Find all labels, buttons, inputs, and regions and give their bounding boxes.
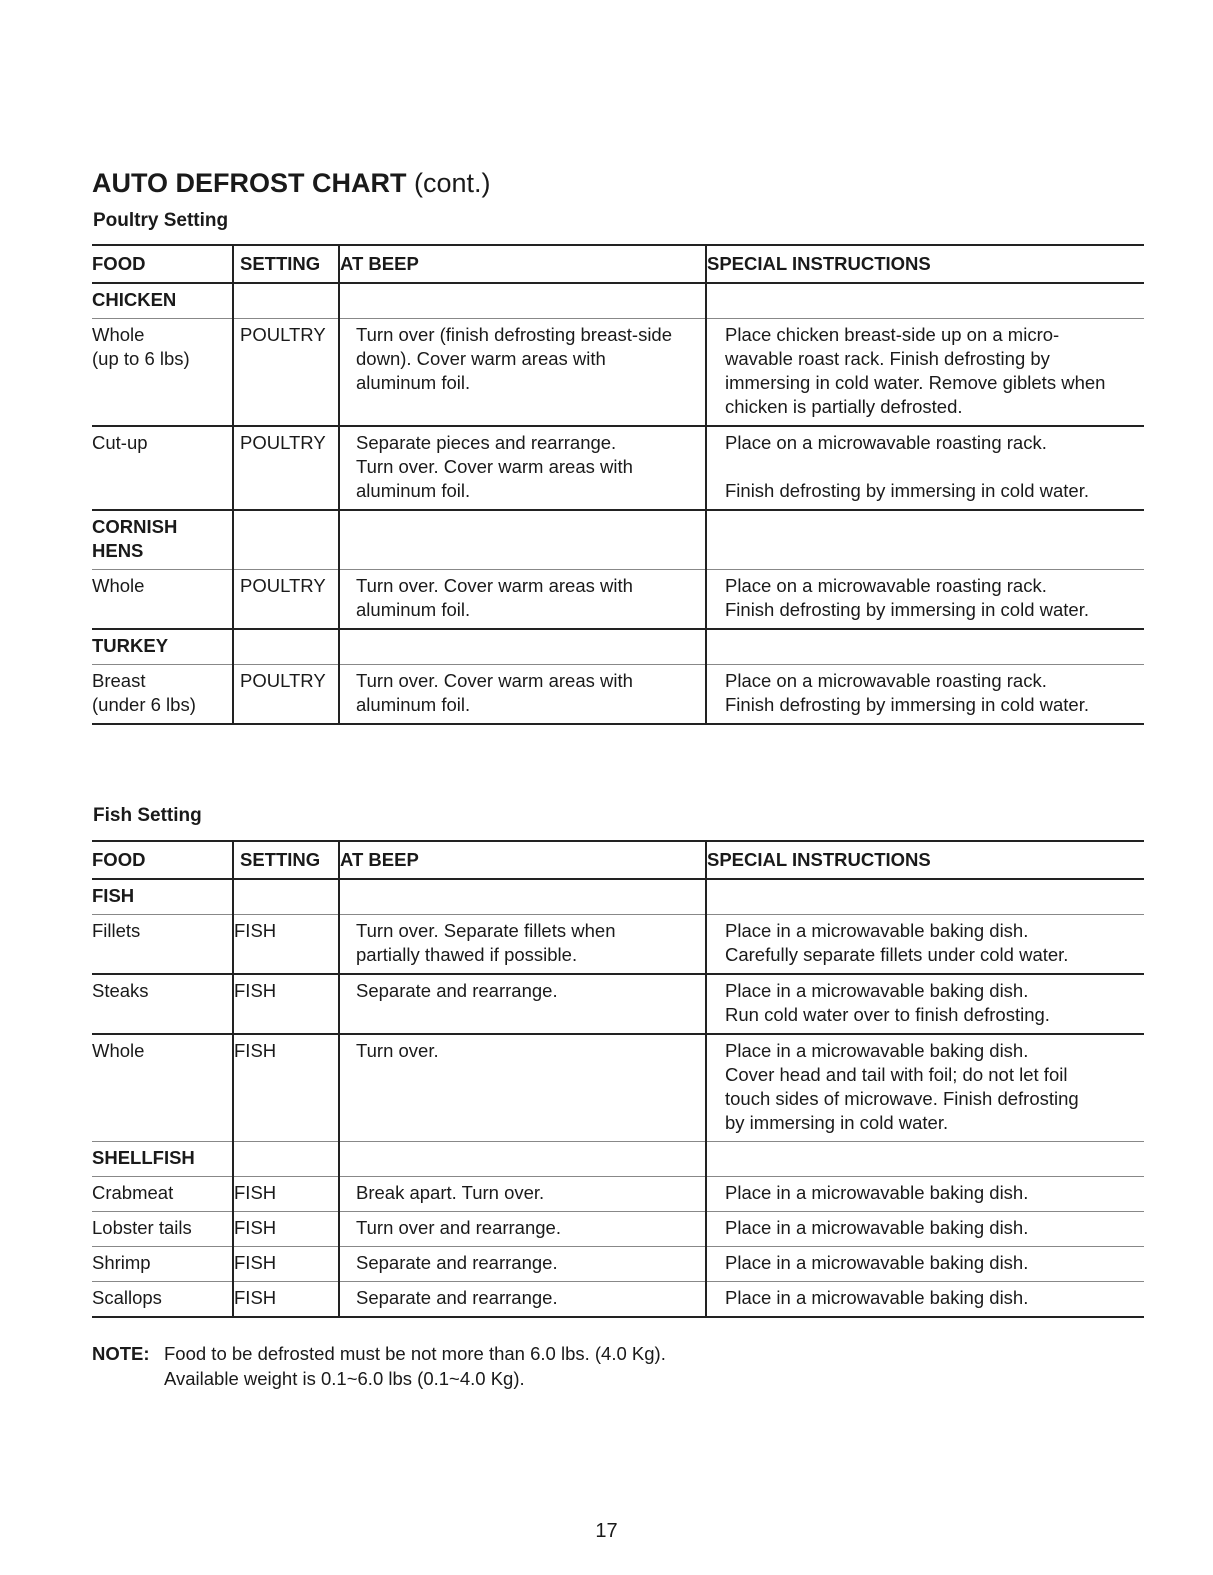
note	[92, 1341, 666, 1391]
special-instructions-cell: Place on a microwavable roasting rack. Finish defrosting by immersing in cold water.	[706, 570, 1144, 630]
header-at-beep: AT BEEP	[339, 841, 706, 879]
note-line-1: Food to be defrosted must be not more than 6.0 lbs. (4.0 Kg).	[164, 1343, 666, 1364]
setting-cell: POULTRY	[233, 426, 339, 510]
setting-cell: FISH	[233, 1247, 339, 1282]
at-beep-cell: Separate and rearrange.	[339, 1247, 706, 1282]
fish-setting-label: Fish Setting	[93, 805, 202, 826]
header-special-instructions: SPECIAL INSTRUCTIONS	[706, 245, 1144, 283]
header-at-beep: AT BEEP	[339, 245, 706, 283]
food-cell: Crabmeat	[92, 1177, 233, 1212]
setting-cell: FISH	[233, 1282, 339, 1318]
special-instructions-cell: Place chicken breast-side up on a micro- wavable roast rack. Finish defrosting by immersing in cold water. Remove giblets when chicken is partially defrosted.	[706, 319, 1144, 427]
at-beep-cell: Turn over.	[339, 1034, 706, 1142]
table-row	[92, 1177, 1144, 1212]
table-row	[92, 915, 1144, 975]
category-row	[92, 879, 1144, 915]
category-fish: FISH	[92, 879, 233, 915]
setting-cell: POULTRY	[233, 570, 339, 630]
food-cell: Lobster tails	[92, 1212, 233, 1247]
header-food: FOOD	[92, 245, 233, 283]
at-beep-cell: Break apart. Turn over.	[339, 1177, 706, 1212]
table-row	[92, 1034, 1144, 1142]
header-food: FOOD	[92, 841, 233, 879]
title-suffix: (cont.)	[406, 168, 491, 198]
at-beep-cell: Turn over. Separate fillets when partially thawed if possible.	[339, 915, 706, 975]
table-row	[92, 1282, 1144, 1318]
title-main: AUTO DEFROST CHART	[92, 168, 407, 198]
header-setting: SETTING	[233, 245, 339, 283]
category-chicken: CHICKEN	[92, 283, 233, 319]
food-cell: Shrimp	[92, 1247, 233, 1282]
table-row	[92, 426, 1144, 510]
at-beep-cell: Separate and rearrange.	[339, 1282, 706, 1318]
at-beep-cell: Turn over. Cover warm areas with aluminum foil.	[339, 570, 706, 630]
food-cell: Whole	[92, 1034, 233, 1142]
table-header-row	[92, 841, 1144, 879]
special-instructions-cell: Place in a microwavable baking dish.	[706, 1177, 1144, 1212]
fish-table	[92, 840, 1144, 1318]
at-beep-cell: Turn over and rearrange.	[339, 1212, 706, 1247]
food-cell: Fillets	[92, 915, 233, 975]
special-instructions-cell: Place in a microwavable baking dish. Run cold water over to finish defrosting.	[706, 974, 1144, 1034]
table-row	[92, 974, 1144, 1034]
food-cell: Cut-up	[92, 426, 233, 510]
setting-cell: FISH	[233, 974, 339, 1034]
category-cornish-hens: CORNISH HENS	[92, 510, 233, 570]
food-cell: Whole (up to 6 lbs)	[92, 319, 233, 427]
header-special-instructions: SPECIAL INSTRUCTIONS	[706, 841, 1144, 879]
category-row	[92, 629, 1144, 665]
food-cell: Whole	[92, 570, 233, 630]
special-instructions-cell: Place on a microwavable roasting rack. Finish defrosting by immersing in cold water.	[706, 426, 1144, 510]
food-cell: Breast (under 6 lbs)	[92, 665, 233, 725]
setting-cell: POULTRY	[233, 319, 339, 427]
setting-cell: FISH	[233, 1212, 339, 1247]
at-beep-cell: Turn over (finish defrosting breast-side down). Cover warm areas with aluminum foil.	[339, 319, 706, 427]
setting-cell: POULTRY	[233, 665, 339, 725]
at-beep-cell: Turn over. Cover warm areas with aluminum foil.	[339, 665, 706, 725]
special-instructions-cell: Place in a microwavable baking dish.	[706, 1212, 1144, 1247]
special-instructions-cell: Place in a microwavable baking dish.	[706, 1247, 1144, 1282]
category-row	[92, 1142, 1144, 1177]
header-setting: SETTING	[233, 841, 339, 879]
category-row	[92, 283, 1144, 319]
food-cell: Steaks	[92, 974, 233, 1034]
special-instructions-cell: Place in a microwavable baking dish.	[706, 1282, 1144, 1318]
table-row	[92, 319, 1144, 427]
setting-cell: FISH	[233, 915, 339, 975]
category-shellfish: SHELLFISH	[92, 1142, 233, 1177]
table-row	[92, 1212, 1144, 1247]
category-turkey: TURKEY	[92, 629, 233, 665]
note-line-2: Available weight is 0.1~6.0 lbs (0.1~4.0 Kg).	[164, 1368, 525, 1389]
special-instructions-cell: Place in a microwavable baking dish. Carefully separate fillets under cold water.	[706, 915, 1144, 975]
table-header-row	[92, 245, 1144, 283]
page-title	[92, 168, 491, 199]
note-label: NOTE:	[92, 1343, 150, 1364]
poultry-setting-label: Poultry Setting	[93, 210, 229, 231]
at-beep-cell: Separate pieces and rearrange. Turn over. Cover warm areas with aluminum foil.	[339, 426, 706, 510]
special-instructions-cell: Place on a microwavable roasting rack. Finish defrosting by immersing in cold water.	[706, 665, 1144, 725]
page-number: 17	[595, 1520, 618, 1542]
poultry-table	[92, 244, 1144, 725]
table-row	[92, 1247, 1144, 1282]
at-beep-cell: Separate and rearrange.	[339, 974, 706, 1034]
category-row	[92, 510, 1144, 570]
table-row	[92, 665, 1144, 725]
food-cell: Scallops	[92, 1282, 233, 1318]
table-row	[92, 570, 1144, 630]
setting-cell: FISH	[233, 1177, 339, 1212]
special-instructions-cell: Place in a microwavable baking dish. Cover head and tail with foil; do not let foil touch sides of microwave. Finish defrosting by immersing in cold water.	[706, 1034, 1144, 1142]
setting-cell: FISH	[233, 1034, 339, 1142]
